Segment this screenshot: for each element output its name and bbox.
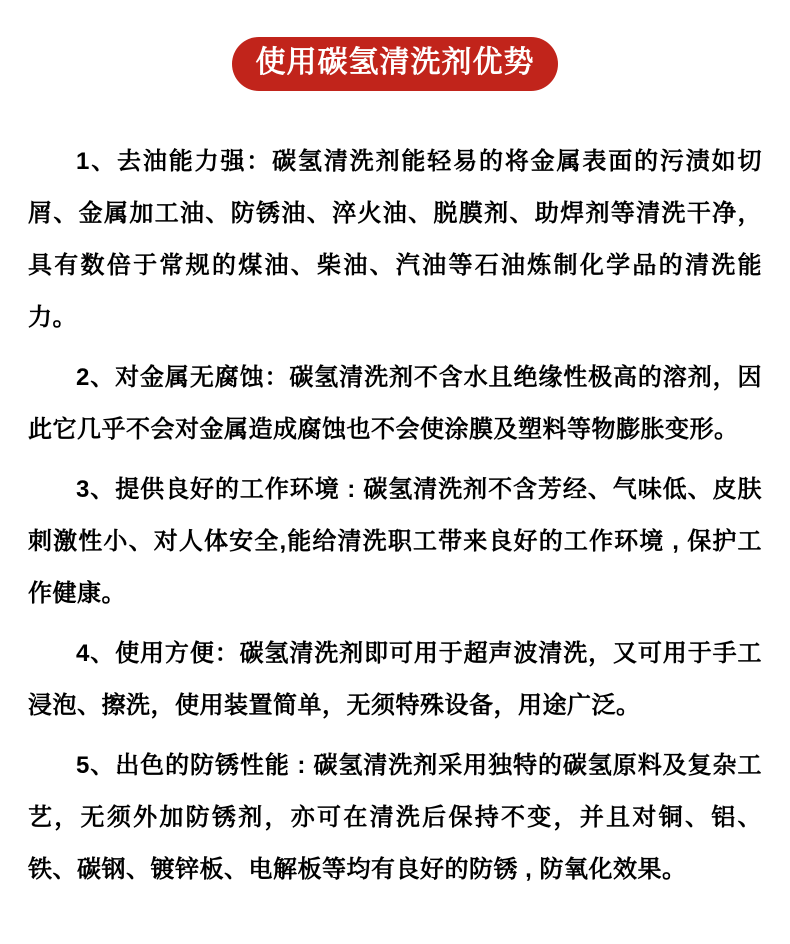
paragraph-easy-to-use: 4、使用方便：碳氢清洗剂即可用于超声波清洗，又可用于手工浸泡、擦洗，使用装置简单，无须特殊设备，用途广泛。	[28, 640, 762, 719]
paragraph-rust-prevention: 5、出色的防锈性能 : 碳氢清洗剂采用独特的碳氢原料及复杂工艺，无须外加防锈剂，亦可在清洗后保持不变，并且对铜、铝、铁、碳钢、镀锌板、电解板等均有良好的防锈 , 防氧化效果。	[28, 752, 762, 883]
page-title: 使用碳氢清洗剂优势	[255, 46, 535, 79]
body-text-block	[0, 91, 790, 944]
paragraph-work-environment: 3、提供良好的工作环境 : 碳氢清洗剂不含芳经、气味低、皮肤刺激性小、对人体安全,能给清洗职工带来良好的工作环境 , 保护工作健康。	[28, 476, 762, 607]
paragraph-degreasing-ability: 1、去油能力强：碳氢清洗剂能轻易的将金属表面的污渍如切屑、金属加工油、防锈油、淬火油、脱膜剂、助焊剂等清洗干净，具有数倍于常规的煤油、柴油、汽油等石油炼制化学品的清洗能力。	[28, 148, 762, 331]
title-banner	[232, 37, 558, 91]
paragraph-no-corrosion: 2、对金属无腐蚀：碳氢清洗剂不含水且绝缘性极高的溶剂，因此它几乎不会对金属造成腐蚀也不会使涂膜及塑料等物膨胀变形。	[28, 364, 762, 443]
